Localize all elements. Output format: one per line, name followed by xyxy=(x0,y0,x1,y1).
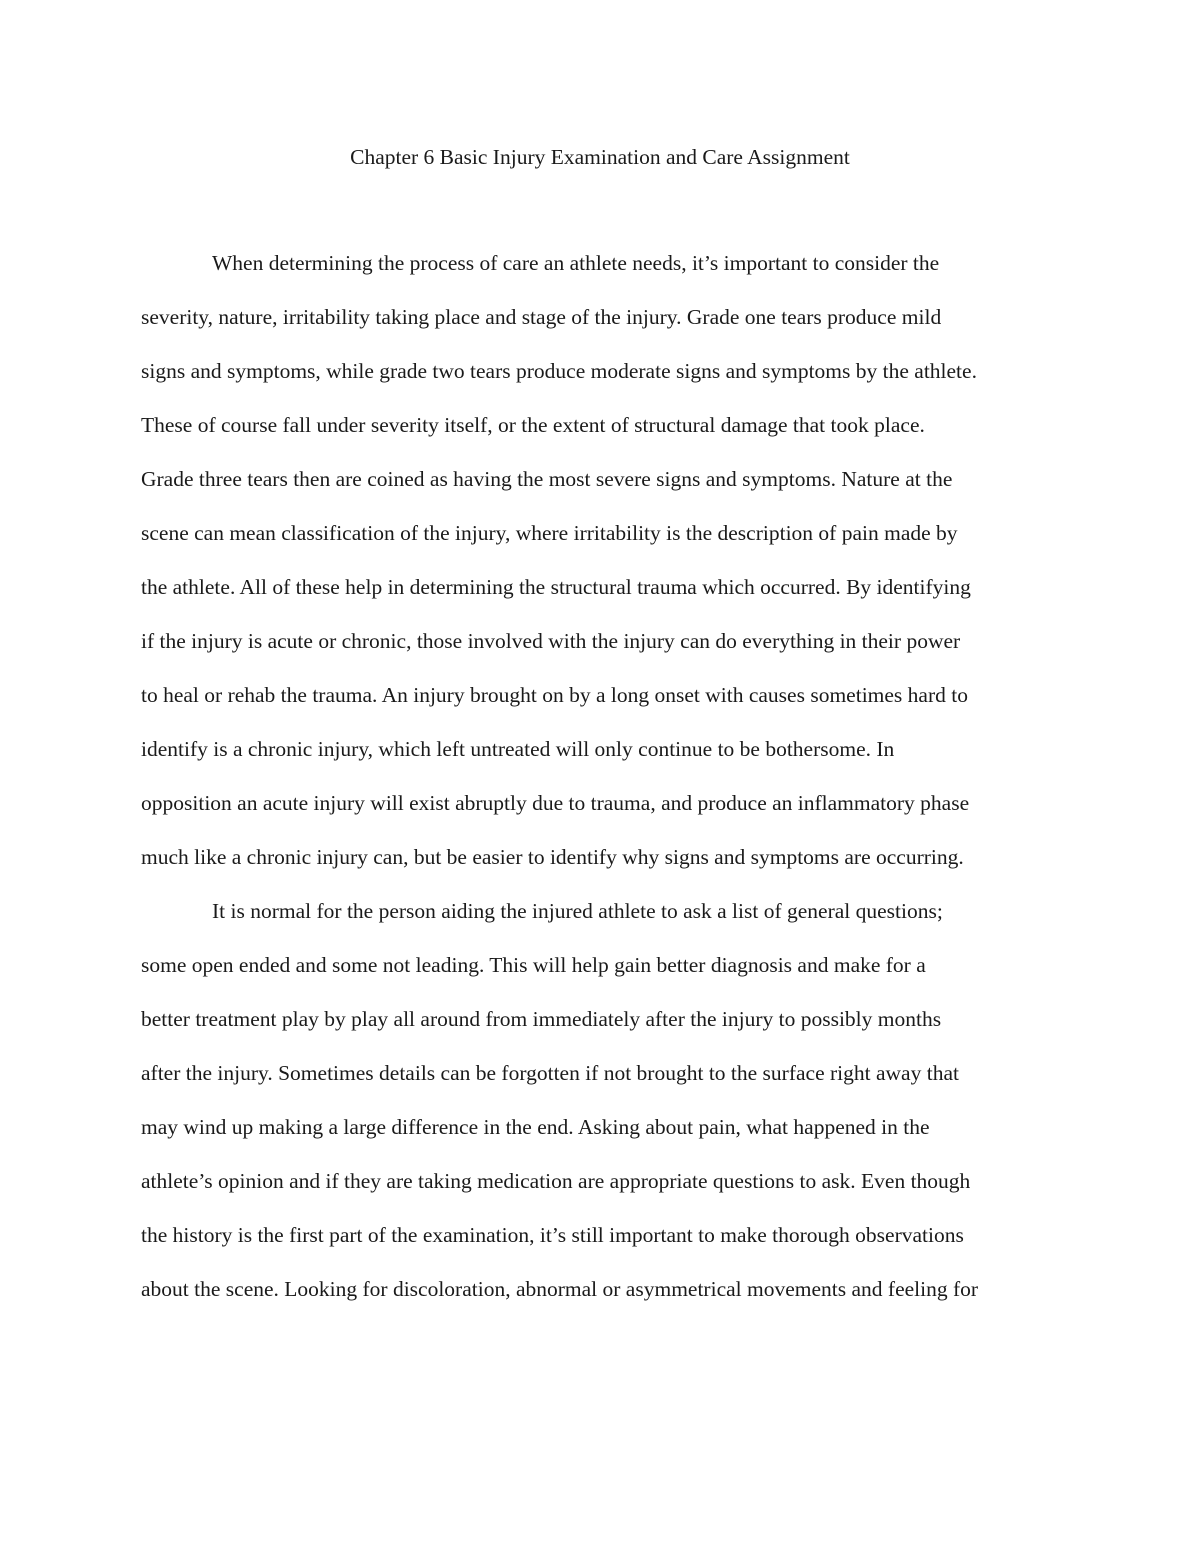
paragraph-2-line-8: about the scene. Looking for discoloration, abnormal or asymmetrical movements and feeling for xyxy=(141,1277,979,1301)
paragraph-2-line-3: better treatment play by play all around from immediately after the injury to possibly months xyxy=(141,1007,942,1031)
paragraph-1-line-12: much like a chronic injury can, but be easier to identify why signs and symptoms are occurring. xyxy=(141,845,964,869)
paragraph-1-line-3: signs and symptoms, while grade two tears produce moderate signs and symptoms by the athlete. xyxy=(141,359,977,383)
paragraph-1-line-7: the athlete. All of these help in determining the structural trauma which occurred. By identifying xyxy=(141,575,971,599)
paragraph-2-line-1: It is normal for the person aiding the injured athlete to ask a list of general questions; xyxy=(212,899,943,923)
paragraph-1-line-9: to heal or rehab the trauma. An injury brought on by a long onset with causes sometimes hard to xyxy=(141,683,968,707)
paragraph-1-line-8: if the injury is acute or chronic, those involved with the injury can do everything in their power xyxy=(141,629,961,653)
paragraph-1-line-1: When determining the process of care an athlete needs, it’s important to consider the xyxy=(212,251,940,275)
document-title: Chapter 6 Basic Injury Examination and Care Assignment xyxy=(350,145,850,169)
paragraph-2-line-2: some open ended and some not leading. This will help gain better diagnosis and make for a xyxy=(141,953,926,977)
paragraph-2-line-6: athlete’s opinion and if they are taking medication are appropriate questions to ask. Even though xyxy=(141,1169,971,1193)
paragraph-2-line-5: may wind up making a large difference in the end. Asking about pain, what happened in the xyxy=(141,1115,930,1139)
paragraph-1-line-5: Grade three tears then are coined as having the most severe signs and symptoms. Nature at the xyxy=(141,467,953,491)
paragraph-2-line-7: the history is the first part of the examination, it’s still important to make thorough observations xyxy=(141,1223,964,1247)
paragraph-1-line-10: identify is a chronic injury, which left untreated will only continue to be bothersome. In xyxy=(141,737,895,761)
paragraph-2-line-4: after the injury. Sometimes details can be forgotten if not brought to the surface right away that xyxy=(141,1061,959,1085)
paragraph-1-line-6: scene can mean classification of the injury, where irritability is the description of pain made by xyxy=(141,521,958,545)
paragraph-1-line-2: severity, nature, irritability taking place and stage of the injury. Grade one tears produce mild xyxy=(141,305,942,329)
paragraph-1-line-4: These of course fall under severity itself, or the extent of structural damage that took place. xyxy=(141,413,925,437)
paragraph-1-line-11: opposition an acute injury will exist abruptly due to trauma, and produce an inflammatory phase xyxy=(141,791,970,815)
